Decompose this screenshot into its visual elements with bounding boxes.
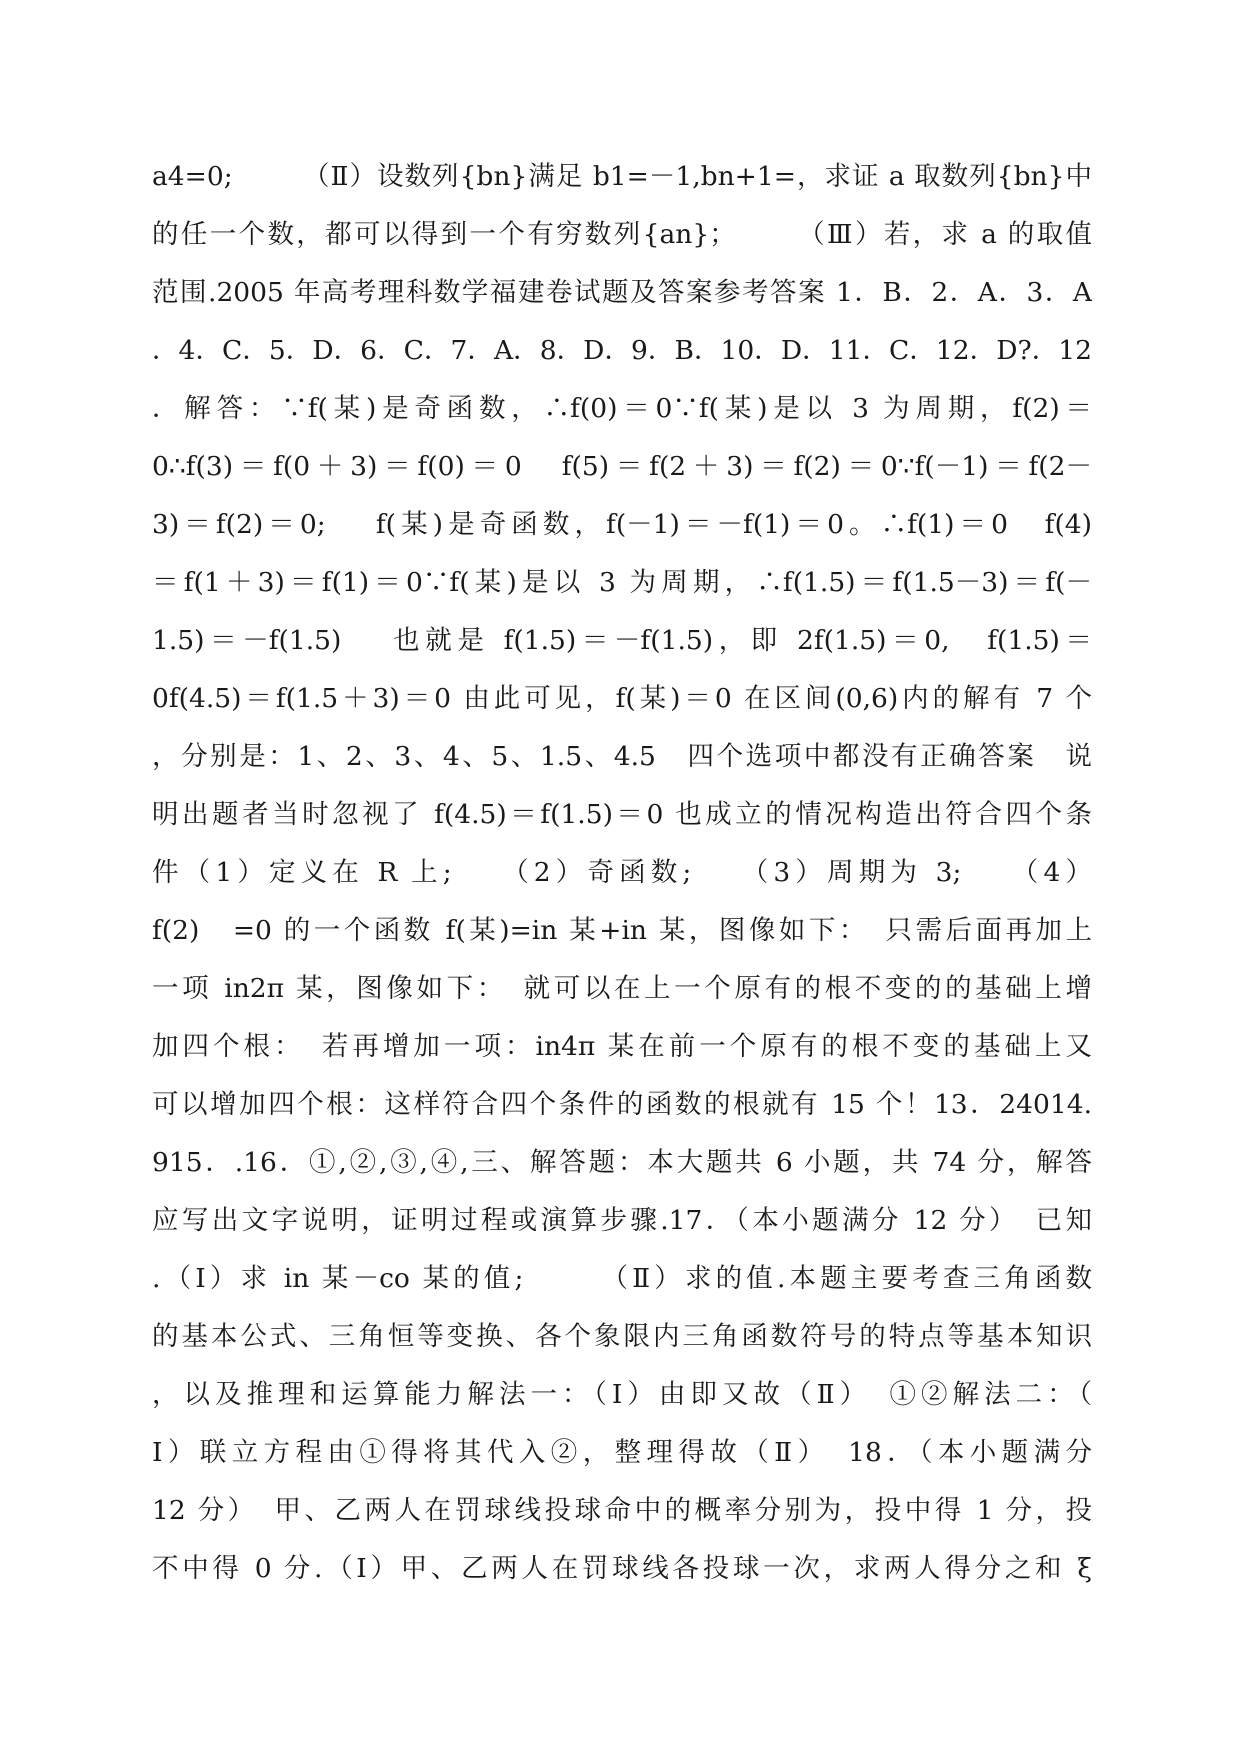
text-line-8: ＝f(1＋3)＝f(1)＝0∵f(某)是以 3 为周期，∴f(1.5)＝f(1.5－3)＝f(－ <box>152 567 1092 598</box>
text-line-11: ，分别是：1、2、3、4、5、1.5、4.5 四个选项中都没有正确答案 说 <box>152 741 1092 772</box>
text-line-3: 范围.2005 年高考理科数学福建卷试题及答案参考答案 1．B．2．A．3．A <box>152 277 1092 308</box>
text-line-1: a4=0; （Ⅱ）设数列{bn}满足 b1=－1,bn+1=，求证 a 取数列{bn}中 <box>152 161 1092 192</box>
text-line-16: 加四个根： 若再增加一项：in4π 某在前一个原有的根不变的基础上又 <box>152 1031 1092 1062</box>
text-line-4: ．4．C．5．D．6．C．7．A．8．D．9．B．10．D．11．C．12．D?．12 <box>152 335 1092 366</box>
text-line-21: 的基本公式、三角恒等变换、各个象限内三角函数符号的特点等基本知识 <box>152 1321 1092 1352</box>
text-line-20: .（I）求 in 某－co 某的值; （Ⅱ）求的值.本题主要考查三角函数 <box>152 1263 1092 1294</box>
text-line-6: 0∴f(3)＝f(0＋3)＝f(0)＝0 f(5)＝f(2＋3)＝f(2)＝0∵f(－1)＝f(2－ <box>152 451 1092 482</box>
text-line-2: 的任一个数，都可以得到一个有穷数列{an}； （Ⅲ）若，求 a 的取值 <box>152 219 1092 250</box>
text-line-14: f(2) =0 的一个函数 f(某)=in 某+in 某，图像如下： 只需后面再加上 <box>152 915 1092 946</box>
text-line-23: Ⅰ）联立方程由①得将其代入②，整理得故（Ⅱ） 18．（本小题满分 <box>152 1437 1092 1468</box>
text-line-9: 1.5)＝－f(1.5) 也就是 f(1.5)＝－f(1.5)，即 2f(1.5)＝0, f(1.5)＝ <box>152 625 1092 656</box>
document-body <box>152 148 1092 1598</box>
text-line-12: 明出题者当时忽视了 f(4.5)＝f(1.5)＝0 也成立的情况构造出符合四个条 <box>152 799 1092 830</box>
text-line-19: 应写出文字说明，证明过程或演算步骤.17．（本小题满分 12 分） 已知 <box>152 1205 1092 1236</box>
text-line-24: 12 分） 甲、乙两人在罚球线投球命中的概率分别为，投中得 1 分，投 <box>152 1495 1092 1526</box>
text-line-22: ，以及推理和运算能力解法一：（Ⅰ）由即又故（Ⅱ） ①②解法二：（ <box>152 1379 1092 1410</box>
text-line-25: 不中得 0 分.（Ⅰ）甲、乙两人在罚球线各投球一次，求两人得分之和 ξ <box>152 1553 1092 1584</box>
text-line-10: 0f(4.5)＝f(1.5＋3)＝0 由此可见，f(某)＝0 在区间(0,6)内的解有 7 个 <box>152 683 1092 714</box>
text-line-18: 915．.16．①,②,③,④,三、解答题：本大题共 6 小题，共 74 分，解答 <box>152 1147 1092 1178</box>
text-line-15: 一项 in2π 某，图像如下： 就可以在上一个原有的根不变的的基础上增 <box>152 973 1092 1004</box>
text-line-13: 件（1）定义在 R 上; （2）奇函数; （3）周期为 3; （4） <box>152 857 1092 888</box>
text-line-5: ．解答：∵f(某)是奇函数，∴f(0)＝0∵f(某)是以 3 为周期，f(2)＝ <box>152 393 1092 424</box>
text-line-17: 可以增加四个根：这样符合四个条件的函数的根就有 15 个！13．24014. <box>152 1089 1092 1120</box>
text-line-7: 3)＝f(2)＝0; f(某)是奇函数，f(－1)＝－f(1)＝0。∴f(1)＝0 f(4) <box>152 509 1092 540</box>
